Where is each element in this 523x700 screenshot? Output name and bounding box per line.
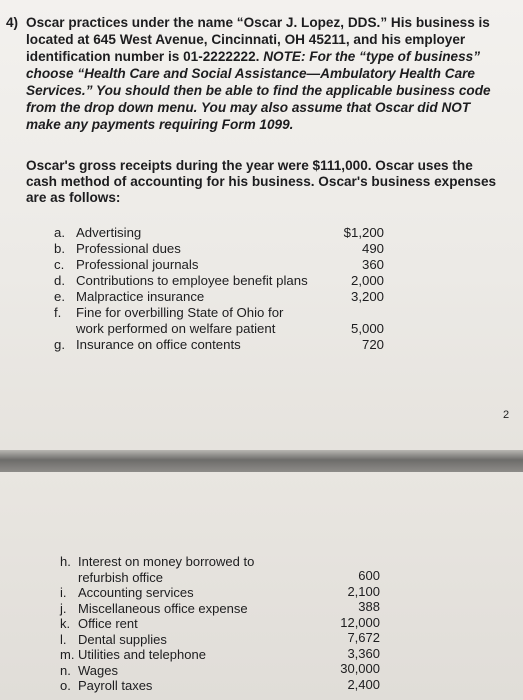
question-line: located at 645 West Avenue, Cincinnati, OH 45211, and his employer [26,32,466,47]
expense-label: Insurance on office contents [76,337,241,352]
question-line [26,48,516,65]
expense-label: Contributions to employee benefit plans [76,273,308,288]
expense-label [76,305,346,337]
expense-letter: f. [54,305,62,320]
expense-amount: 490 [361,241,384,256]
expense-letter: d. [54,273,65,288]
expense-letter: i. [60,585,67,600]
expense-row [60,678,290,694]
question-line: Oscar practices under the name “Oscar J. Lopez, DDS.” His business is [26,15,490,30]
expense-letter: e. [54,289,65,304]
expense-row [60,632,290,648]
expense-row [54,273,394,289]
expense-letter: n. [60,662,71,678]
expense-amount: 720 [361,337,384,352]
facts-line: are as follows: [26,190,121,205]
expense-label [78,554,298,585]
expense-letter: k. [60,616,71,631]
expense-label: Accounting services [78,585,194,600]
expense-label: Utilities and telephone [78,647,206,662]
question-4 [6,14,516,133]
note-line: Services.” You should then be able to find the applicable business code [26,83,491,98]
expense-row [60,585,290,601]
expense-amount: 12,000 [340,614,380,630]
expense-letter: j. [60,600,67,616]
expense-label: Office rent [78,616,138,631]
question-number: 4) [6,15,19,30]
expense-row [60,647,290,663]
expense-label: Wages [78,662,118,678]
note-line: choose “Health Care and Social Assistance—Ambulatory Health Care [26,66,475,81]
expense-label-line: work performed on welfare patient [76,321,276,336]
expense-letter: o. [60,678,71,693]
expense-label: Miscellaneous office expense [78,600,248,616]
expense-label: Professional dues [76,241,181,256]
expense-amount: 30,000 [340,661,380,676]
note-text: NOTE: For the “type of business” [263,49,480,64]
expense-amount: 360 [361,257,384,272]
expense-label: Malpractice insurance [76,289,205,304]
note-line: make any payments requiring Form 1099. [26,117,294,132]
expense-amount: 7,672 [347,630,380,645]
expense-row [60,554,290,585]
expense-amounts-column [310,568,380,692]
expense-row [54,337,394,353]
question-line-text: identification number is 01-2222222. [26,49,260,64]
expense-row [54,257,394,273]
expense-amount: 3,360 [347,645,380,661]
expense-amount: 2,000 [350,273,384,288]
expense-amount: 600 [358,568,380,583]
expense-letter: g. [54,337,65,352]
note-line: from the drop down menu. You may also assume that Oscar did NOT [26,100,471,115]
expense-amount: 388 [358,599,380,614]
expense-row [60,663,290,679]
expense-list-top [54,225,394,353]
expense-letter: h. [60,554,71,569]
expense-amount: 2,400 [347,676,380,692]
question-text [26,14,516,133]
expense-amount: 2,100 [347,583,380,599]
expense-letter: c. [54,257,65,272]
expense-letter: l. [60,631,67,647]
expense-row [60,616,290,632]
expense-row [54,289,394,305]
expense-row [54,241,394,257]
facts-paragraph [26,158,516,206]
expense-label-line: Interest on money borrowed to [78,554,255,569]
expense-amount: 5,000 [350,321,384,336]
expense-label: Advertising [76,225,142,240]
facts-line: cash method of accounting for his business. Oscar's business expenses [26,174,497,189]
expense-letter: b. [54,241,65,256]
expense-row [54,225,394,241]
expense-labels-column [60,554,290,694]
expense-row [60,601,290,617]
expense-label: Dental supplies [78,631,167,647]
expense-amount: 3,200 [350,289,384,304]
expense-row [54,305,394,337]
expense-amount: $1,200 [343,225,384,240]
page-divider [0,450,523,472]
expense-label: Professional journals [76,257,199,272]
facts-line: Oscar's gross receipts during the year were $111,000. Oscar uses the [26,158,473,173]
expense-letter: a. [54,225,65,240]
expense-label-line: refurbish office [78,569,164,585]
expense-label-line: Fine for overbilling State of Ohio for [76,305,284,320]
page-number: 2 [503,409,510,421]
expense-label: Payroll taxes [78,678,153,693]
expense-letter: m. [60,647,75,662]
